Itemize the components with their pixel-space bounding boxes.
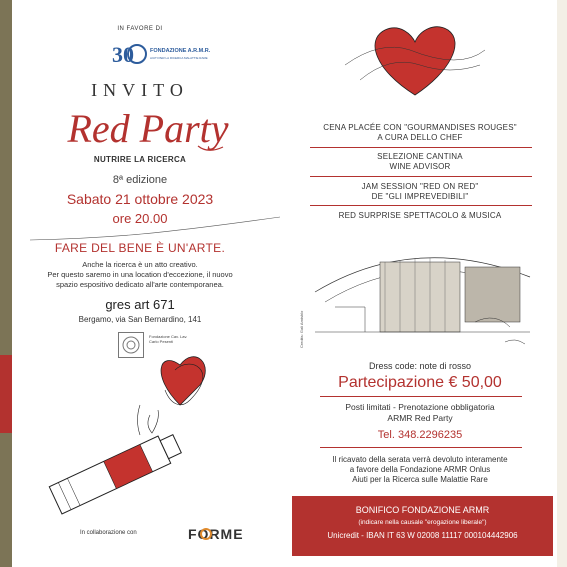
- menu-item: [300, 123, 540, 143]
- divider: [310, 205, 532, 206]
- proceeds-line: Il ricavato della serata verrà devoluto interamente: [332, 455, 508, 464]
- event-date: Sabato 21 ottobre 2023: [66, 191, 214, 207]
- divider: [310, 176, 532, 177]
- description-line-3: spazio espositivo dedicato all'arte contemporanea.: [56, 280, 224, 289]
- reservation-line: ARMR Red Party: [387, 413, 453, 423]
- right-border-strip: [557, 0, 567, 567]
- venue-address: Bergamo, via San Bernardino, 141: [78, 315, 202, 324]
- phone-number: Tel. 348.2296235: [377, 429, 463, 441]
- reservation-info: [300, 402, 540, 424]
- paint-tube-heart-illustration: [40, 345, 240, 505]
- logo-number: 30: [112, 42, 134, 67]
- image-credits: [297, 290, 305, 350]
- collaboration-label: In collaborazione con: [80, 530, 137, 536]
- proceeds-line: Aiuti per la Ricerca sulle Malattie Rare: [352, 475, 488, 484]
- in-favore-label: IN FAVORE DI: [117, 26, 163, 32]
- bank-transfer-iban: Unicredit - IBAN IT 63 W 02008 11117 000104442906: [327, 531, 518, 540]
- armr-logo: [110, 38, 211, 70]
- event-time: ore 20.00: [112, 211, 168, 226]
- menu-item-line: SELEZIONE CANTINA: [377, 152, 463, 161]
- bank-transfer-box: [292, 496, 553, 556]
- menu-item-line: DE "GLI IMPREVEDIBILI": [371, 192, 469, 201]
- edition: 8ª edizione: [112, 174, 168, 186]
- forme-logo: [186, 525, 256, 543]
- menu-item: [300, 152, 540, 172]
- proceeds-line: a favore della Fondazione ARMR Onlus: [349, 465, 491, 474]
- proceeds-note: [300, 455, 540, 485]
- decorative-line: [20, 205, 280, 245]
- menu-item-line: JAM SESSION "RED ON RED": [361, 182, 479, 191]
- description-line-1: Anche la ricerca è un atto creativo.: [82, 260, 198, 269]
- venue-sketch: [305, 232, 535, 357]
- svg-text:Credits: Gali Amtshlo: Credits: Gali Amtshlo: [299, 310, 304, 348]
- menu-item-line: RED SURPRISE SPETTACOLO & MUSICA: [338, 211, 502, 220]
- menu-item: [300, 211, 540, 221]
- logo-subtext: AIUTI PER LA RICERCA MALATTIE RARE: [150, 56, 208, 60]
- venue-name: gres art 671: [105, 297, 175, 312]
- red-party-title: [48, 102, 248, 158]
- description: [30, 260, 250, 290]
- menu-item: [300, 182, 540, 202]
- divider: [320, 447, 522, 448]
- invito-heading: INVITO: [91, 80, 189, 100]
- red-tab: [0, 355, 12, 433]
- menu-item-line: WINE ADVISOR: [389, 162, 451, 171]
- divider: [310, 147, 532, 148]
- menu-item-line: CENA PLACÉE CON "GOURMANDISES ROUGES": [323, 123, 517, 132]
- divider: [320, 396, 522, 397]
- participation-price: Partecipazione € 50,00: [338, 374, 502, 391]
- subtitle: NUTRIRE LA RICERCA: [93, 155, 187, 164]
- reservation-line: Posti limitati - Prenotazione obbligatoria: [345, 402, 495, 412]
- menu-item-line: A CURA DELLO CHEF: [377, 133, 463, 142]
- left-border-strip: [0, 0, 12, 567]
- bank-transfer-note: (indicare nella causale "erogazione liberale"): [358, 519, 487, 526]
- description-line-2: Per questo saremo in una location d'eccezione, il nuovo: [47, 270, 233, 279]
- fondazione-label: Fondazione Cav. Lav. Carlo Pesenti: [149, 334, 188, 344]
- headline: FARE DEL BENE È UN'ARTE.: [54, 241, 226, 255]
- scribble-heart-illustration: [340, 20, 490, 100]
- svg-text:FORME: FORME: [188, 526, 244, 542]
- dress-code: Dress code: note di rosso: [368, 361, 472, 371]
- svg-text:Red Party: Red Party: [67, 106, 229, 151]
- credits-text-rotated: [297, 290, 305, 350]
- bank-transfer-title: BONIFICO FONDAZIONE ARMR: [355, 505, 490, 515]
- logo-text: FONDAZIONE A.R.M.R.: [150, 48, 211, 54]
